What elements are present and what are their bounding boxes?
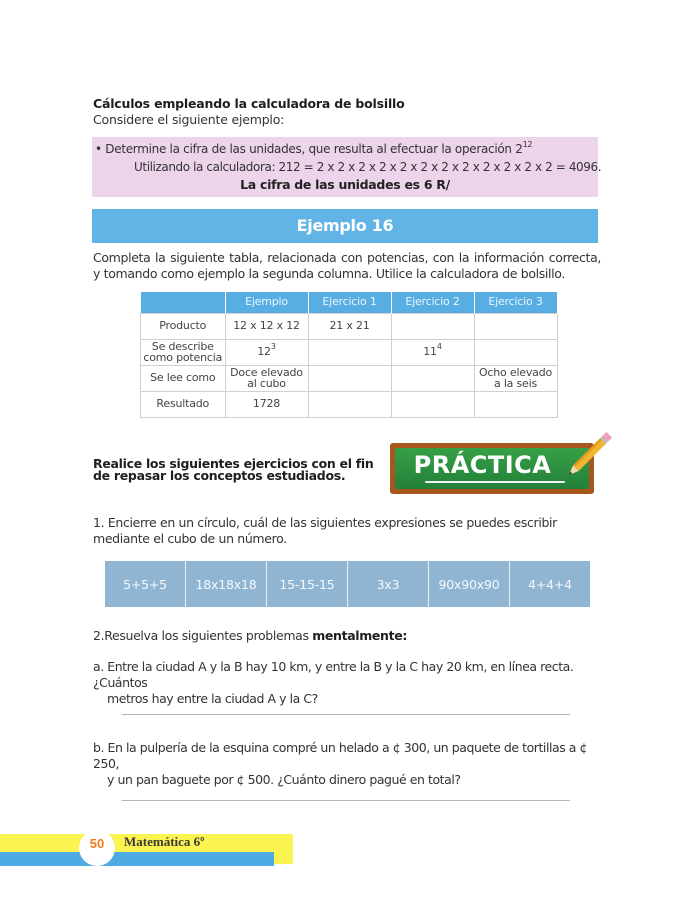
power-base: 11 bbox=[423, 345, 437, 359]
practice-line: de repasar los conceptos estudiados. bbox=[93, 468, 346, 483]
table-row bbox=[141, 314, 558, 340]
table-cell[interactable] bbox=[474, 392, 557, 418]
table-cell[interactable] bbox=[474, 314, 557, 340]
table-header-row bbox=[141, 292, 558, 314]
table-header: Ejercicio 3 bbox=[474, 292, 557, 314]
expression-option[interactable]: 5+5+5 bbox=[123, 576, 167, 592]
table-cell[interactable] bbox=[391, 366, 474, 392]
expression-option[interactable]: 15-15-15 bbox=[266, 561, 347, 607]
row-label bbox=[141, 340, 226, 366]
power-exponent: 3 bbox=[270, 342, 276, 352]
practice-instructions bbox=[93, 458, 373, 482]
table-cell[interactable]: 21 x 21 bbox=[308, 314, 391, 340]
cell-line: a la seis bbox=[493, 376, 538, 390]
powers-table bbox=[140, 292, 558, 418]
table-cell[interactable]: 1728 bbox=[225, 392, 308, 418]
practice-badge-label: PRÁCTICA bbox=[413, 451, 552, 479]
row-label: Se lee como bbox=[141, 366, 226, 392]
row-label: Resultado bbox=[141, 392, 226, 418]
practice-line: Realice los siguientes ejercicios con el fin bbox=[93, 456, 374, 471]
exponent: 12 bbox=[522, 140, 533, 149]
section-title: Cálculos empleando la calculadora de bolsillo bbox=[93, 96, 405, 111]
problem-b-line: b. En la pulpería de la esquina compré un helado a ¢ 300, un paquete de tortillas a ¢ 250, bbox=[93, 740, 588, 771]
cell-line: Doce elevado bbox=[230, 366, 303, 379]
expression-option[interactable]: 90x90x90 bbox=[428, 561, 509, 607]
table-cell[interactable] bbox=[308, 392, 391, 418]
table-cell[interactable] bbox=[391, 340, 474, 366]
expression-option[interactable]: 4+4+4 bbox=[509, 561, 590, 607]
row-label-line: Se describe bbox=[151, 340, 214, 353]
page-number: 50 bbox=[89, 836, 105, 851]
expression-options bbox=[105, 561, 590, 607]
table-cell[interactable] bbox=[391, 314, 474, 340]
table-header: Ejercicio 1 bbox=[308, 292, 391, 314]
table-row bbox=[141, 340, 558, 366]
cell-line: Ocho elevado bbox=[478, 366, 553, 379]
power-base: 12 bbox=[257, 345, 271, 359]
table-cell[interactable] bbox=[391, 392, 474, 418]
chalk-underline bbox=[425, 481, 565, 483]
example-box bbox=[92, 137, 602, 197]
question-1: 1. Encierre en un círculo, cuál de las siguientes expresiones se puedes escribir mediante el cubo de un número. bbox=[93, 515, 557, 546]
problem-a-line: metros hay entre la ciudad A y la C? bbox=[107, 691, 318, 706]
expression-option[interactable]: 3x3 bbox=[347, 561, 428, 607]
table-cell[interactable] bbox=[308, 340, 391, 366]
problem-b bbox=[93, 740, 605, 788]
example-answer: La cifra de las unidades es 6 R/ bbox=[240, 177, 450, 192]
table-header: Ejemplo bbox=[225, 292, 308, 314]
table-row bbox=[141, 366, 558, 392]
table-row bbox=[141, 392, 558, 418]
table-header: Ejercicio 2 bbox=[391, 292, 474, 314]
table-cell[interactable] bbox=[225, 366, 308, 392]
answer-line-b[interactable] bbox=[122, 800, 570, 801]
question-2 bbox=[93, 628, 407, 643]
book-title: Matemática 6º bbox=[124, 834, 205, 849]
problem-b-line: y un pan baguete por ¢ 500. ¿Cuánto dinero pagué en total? bbox=[107, 772, 461, 787]
answer-line-a[interactable] bbox=[122, 714, 570, 715]
problem-a-line: a. Entre la ciudad A y la B hay 10 km, y entre la B y la C hay 20 km, en línea recta. ¿Cuántos bbox=[93, 659, 574, 690]
example-line-2: Utilizando la calculadora: 212 = 2 x 2 x 2 x 2 x 2 x 2 x 2 x 2 x 2 x 2 x 2 x 2 = 4096. bbox=[134, 160, 602, 174]
footer-blue-band bbox=[0, 852, 274, 866]
table-cell[interactable] bbox=[474, 366, 557, 392]
table-cell[interactable] bbox=[474, 340, 557, 366]
row-label-line: como potencia bbox=[143, 350, 223, 364]
table-cell[interactable] bbox=[225, 340, 308, 366]
intro-text: Completa la siguiente tabla, relacionada con potencias, con la información correcta, y tomando como ejemplo la segunda columna. Utilice la calculadora de bolsillo. bbox=[93, 250, 601, 281]
pencil-icon bbox=[560, 428, 616, 484]
question-2-lead: 2.Resuelva los siguientes problemas bbox=[93, 628, 313, 643]
section-subtitle: Considere el siguiente ejemplo: bbox=[93, 112, 285, 127]
power-exponent: 4 bbox=[436, 342, 442, 352]
example-banner: Ejemplo 16 bbox=[92, 209, 598, 243]
example-line-1 bbox=[95, 142, 532, 156]
table-cell[interactable] bbox=[308, 366, 391, 392]
row-label: Producto bbox=[141, 314, 226, 340]
problem-a bbox=[93, 659, 605, 707]
question-2-emphasis: mentalmente: bbox=[312, 628, 408, 643]
table-cell[interactable]: 12 x 12 x 12 bbox=[225, 314, 308, 340]
expression-option[interactable]: 18x18x18 bbox=[185, 561, 266, 607]
cell-line: al cubo bbox=[247, 376, 286, 390]
example-line-1-text: • Determine la cifra de las unidades, que resulta al efectuar la operación 2 bbox=[95, 142, 523, 156]
table-header bbox=[141, 292, 226, 314]
